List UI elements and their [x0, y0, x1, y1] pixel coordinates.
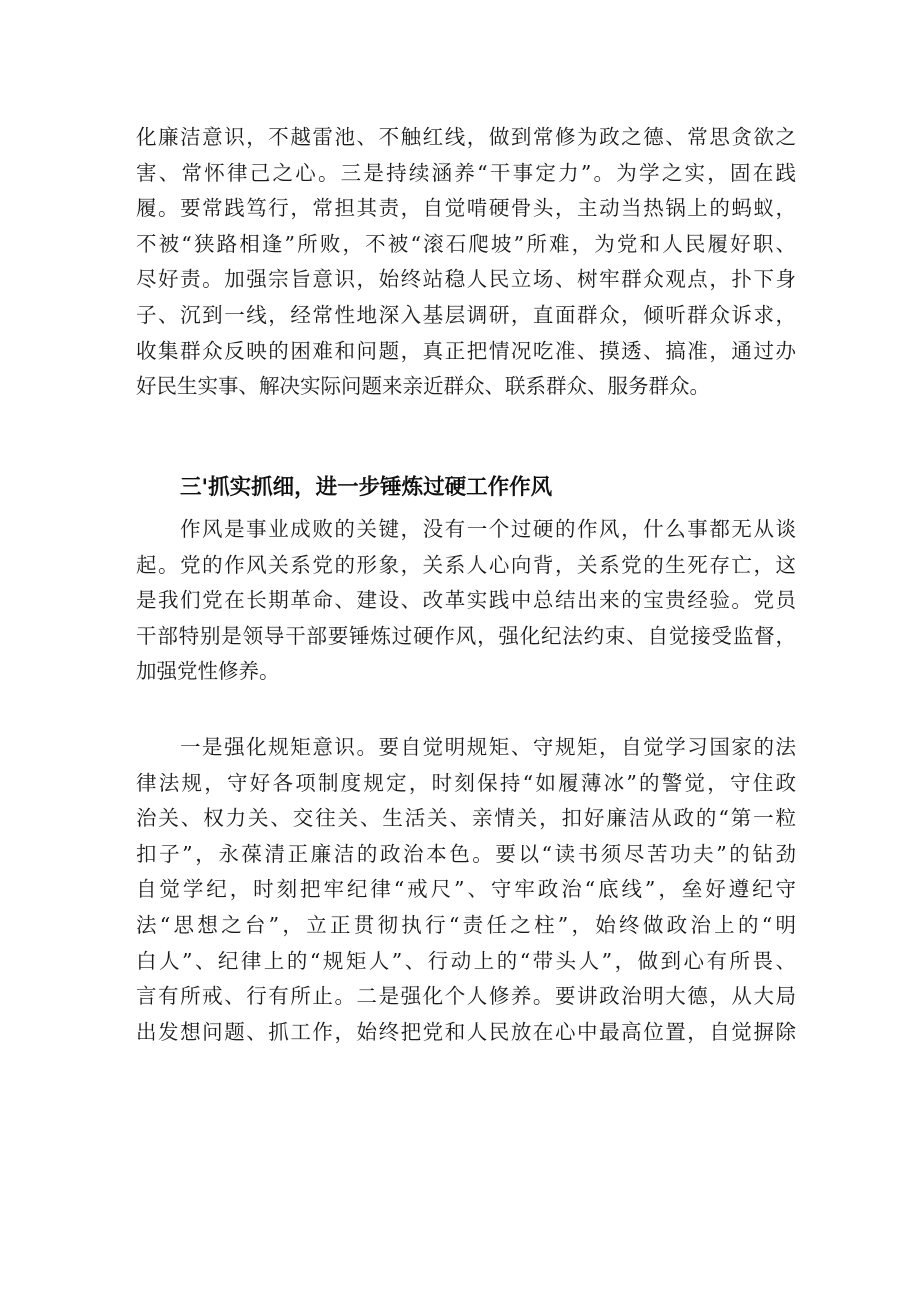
- paragraph-line: 加强党性修养。: [136, 659, 280, 684]
- paragraph-line: 起。党的作风关系党的形象，关系人心向背，关系党的生死存亡，这: [136, 552, 796, 577]
- paragraph-line: 履。要常践笃行，常担其责，自觉啃硬骨头，主动当热锅上的蚂蚁，: [136, 196, 796, 221]
- paragraph-line: 自觉学纪，时刻把牢纪律“戒尺”、守牢政治“底线”，垒好遵纪守: [136, 877, 796, 902]
- paragraph-line: 好民生实事、解决实际问题来亲近群众、联系群众、服务群众。: [136, 374, 710, 399]
- paragraph-line: 治关、权力关、交往关、生活关、亲情关，扣好廉洁从政的“第一粒: [136, 806, 796, 831]
- paragraph-line: 律法规，守好各项制度规定，时刻保持“如履薄冰”的警觉，守住政: [136, 770, 796, 795]
- paragraph-line: 出发想问题、抓工作，始终把党和人民放在心中最高位置，自觉摒除: [136, 1019, 796, 1044]
- paragraph-line: 作风是事业成败的关键，没有一个过硬的作风，什么事都无从谈: [180, 517, 796, 541]
- paragraph-line: 扣子”，永葆清正廉洁的政治本色。要以“读书须尽苦功夫”的钻劲: [136, 841, 796, 866]
- paragraph-line: 不被“狭路相逢”所败，不被“滚石爬坡”所难，为党和人民履好职、: [136, 231, 796, 256]
- paragraph-line: 化廉洁意识，不越雷池、不触红线，做到常修为政之德、常思贪欲之: [136, 125, 796, 149]
- section-heading: 三'抓实抓细，进一步锤炼过硬工作作风: [180, 475, 553, 500]
- paragraph-1: [136, 120, 796, 405]
- paragraph-line: 收集群众反映的困难和问题，真正把情况吃准、摸透、搞准，通过办: [136, 338, 796, 363]
- paragraph-line: 子、沉到一线，经常性地深入基层调研，直面群众，倾听群众诉求，: [136, 302, 796, 327]
- paragraph-line: 干部特别是领导干部要锤炼过硬作风，强化纪法约束、自觉接受监督，: [136, 623, 796, 648]
- paragraph-2: [136, 512, 796, 690]
- paragraph-line: 是我们党在长期革命、建设、改革实践中总结出来的宝贵经验。党员: [136, 588, 796, 613]
- paragraph-line: 法“思想之台”，立正贯彻执行“责任之柱”，始终做政治上的“明: [136, 912, 796, 937]
- paragraph-line: 尽好责。加强宗旨意识，始终站稳人民立场、树牢群众观点，扑下身: [136, 267, 796, 292]
- paragraph-line: 一是强化规矩意识。要自觉明规矩、守规矩，自觉学习国家的法: [180, 735, 796, 759]
- paragraph-line: 言有所戒、行有所止。二是强化个人修养。要讲政治明大德，从大局: [136, 984, 796, 1009]
- paragraph-line: 害、常怀律己之心。三是持续涵养“干事定力”。为学之实，固在践: [136, 160, 796, 185]
- paragraph-line: 白人”、纪律上的“规矩人”、行动上的“带头人”，做到心有所畏、: [136, 948, 796, 973]
- paragraph-3: [136, 730, 796, 1050]
